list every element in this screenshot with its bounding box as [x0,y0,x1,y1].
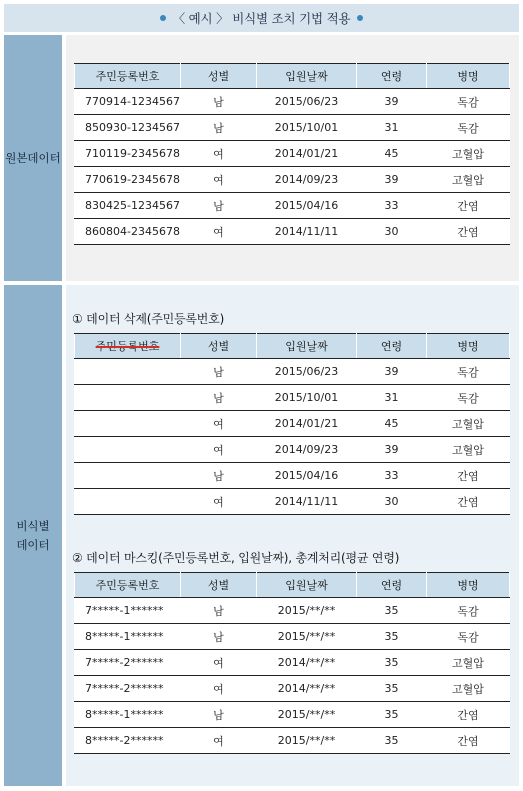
table-row [75,193,510,219]
table-cell: 여 [181,676,257,702]
table-cell: 830425-1234567 [75,193,181,219]
table-cell: 여 [181,489,257,515]
table-cell: 35 [357,598,427,624]
table-cell: 고혈압 [427,167,510,193]
table-cell: 독감 [427,89,510,115]
table-cell: 2015/**/** [257,702,357,728]
table-cell: 여 [181,650,257,676]
table-cell: 2015/06/23 [257,359,357,385]
table-header-row [75,334,510,359]
table-cell: 간염 [427,728,510,754]
table-cell: 2014/**/** [257,650,357,676]
table-cell: 2015/**/** [257,598,357,624]
table-cell: 39 [357,437,427,463]
column-header: 입원날짜 [257,64,357,89]
table-header-row [75,573,510,598]
table-cell: 7*****-2****** [75,676,181,702]
table-row [75,385,510,411]
table-row [75,115,510,141]
table-cell: 2014/01/21 [257,141,357,167]
table-cell: 8*****-2****** [75,728,181,754]
table-cell: 39 [357,359,427,385]
table-cell [75,411,181,437]
table-cell [75,489,181,515]
table-row [75,463,510,489]
table-row [75,167,510,193]
table-cell: 2014/09/23 [257,167,357,193]
table-row [75,437,510,463]
column-header: 성별 [181,334,257,359]
table-cell: 고혈압 [427,437,510,463]
table-cell: 독감 [427,598,510,624]
table-cell: 2015/06/23 [257,89,357,115]
table-row [75,650,510,676]
table-cell: 남 [181,463,257,489]
table-row [75,624,510,650]
table-cell: 남 [181,89,257,115]
table-cell: 7*****-2****** [75,650,181,676]
table-cell: 30 [357,489,427,515]
table-cell: 2014/11/11 [257,219,357,245]
table-row [75,219,510,245]
table-cell: 고혈압 [427,141,510,167]
table-cell: 45 [357,411,427,437]
table-row [75,598,510,624]
table-cell: 31 [357,385,427,411]
table-cell: 간염 [427,702,510,728]
table-cell: 남 [181,359,257,385]
column-header: 주민등록번호 [75,64,181,89]
table-cell: 독감 [427,115,510,141]
deletion-table [74,333,510,515]
column-header: 성별 [181,573,257,598]
column-header: 병명 [427,573,510,598]
table-cell: 여 [181,728,257,754]
figure-header [4,4,519,32]
figure-title: 〈 예시 〉 비식별 조치 기법 적용 [172,11,351,26]
table-cell: 남 [181,624,257,650]
table-row [75,676,510,702]
table-cell: 2015/04/16 [257,193,357,219]
table-cell: 남 [181,702,257,728]
column-header: 병명 [427,64,510,89]
original-data-table [74,63,510,245]
table-cell: 39 [357,167,427,193]
table-cell: 35 [357,650,427,676]
table-cell: 31 [357,115,427,141]
column-header: 연령 [357,64,427,89]
table-cell: 35 [357,702,427,728]
table-cell: 남 [181,598,257,624]
table-row [75,141,510,167]
table-cell: 간염 [427,489,510,515]
column-header: 연령 [357,334,427,359]
table-cell: 7*****-1****** [75,598,181,624]
table-cell: 710119-2345678 [75,141,181,167]
table-cell: 여 [181,219,257,245]
table-cell: 8*****-1****** [75,624,181,650]
table-row [75,359,510,385]
section1-title: ① 데이터 삭제(주민등록번호) [72,312,225,326]
table-row [75,411,510,437]
table-cell [75,359,181,385]
column-header: 입원날짜 [257,334,357,359]
table-cell: 2015/04/16 [257,463,357,489]
table-cell [75,463,181,489]
table-cell: 간염 [427,193,510,219]
column-header: 주민등록번호 [75,573,181,598]
table-row [75,728,510,754]
deidentified-data-label: 비식별 데이터 [4,285,62,786]
table-cell: 770914-1234567 [75,89,181,115]
table-cell: 2015/10/01 [257,385,357,411]
bullet-dot-icon [160,15,166,21]
table-cell: 39 [357,89,427,115]
table-cell: 남 [181,385,257,411]
table-cell: 간염 [427,463,510,489]
table-cell: 2014/09/23 [257,437,357,463]
section2-title: ② 데이터 마스킹(주민등록번호, 입원날짜), 총계처리(평균 연령) [72,551,400,565]
table-cell: 고혈압 [427,676,510,702]
table-cell: 2014/01/21 [257,411,357,437]
table-cell: 간염 [427,219,510,245]
bullet-dot-icon [357,15,363,21]
table-cell: 770619-2345678 [75,167,181,193]
column-header: 병명 [427,334,510,359]
table-cell: 35 [357,676,427,702]
table-cell: 여 [181,437,257,463]
table-cell: 2015/**/** [257,728,357,754]
table-cell: 850930-1234567 [75,115,181,141]
column-header: 입원날짜 [257,573,357,598]
column-header: 성별 [181,64,257,89]
column-header-deleted: 주민등록번호 [75,334,181,359]
table-cell: 2014/**/** [257,676,357,702]
table-cell: 2014/11/11 [257,489,357,515]
table-row [75,489,510,515]
table-cell: 여 [181,167,257,193]
table-cell: 독감 [427,359,510,385]
table-cell: 35 [357,728,427,754]
table-cell: 여 [181,141,257,167]
table-header-row [75,64,510,89]
table-cell: 여 [181,411,257,437]
table-cell: 고혈압 [427,650,510,676]
table-cell [75,437,181,463]
table-cell: 남 [181,115,257,141]
table-cell: 35 [357,624,427,650]
table-cell: 독감 [427,385,510,411]
table-cell: 고혈압 [427,411,510,437]
table-cell: 2015/**/** [257,624,357,650]
column-header: 연령 [357,573,427,598]
table-cell: 33 [357,463,427,489]
table-cell: 860804-2345678 [75,219,181,245]
table-cell: 2015/10/01 [257,115,357,141]
masking-table [74,572,510,754]
table-cell: 남 [181,193,257,219]
table-row [75,89,510,115]
table-cell: 독감 [427,624,510,650]
table-row [75,702,510,728]
table-cell: 33 [357,193,427,219]
table-cell: 8*****-1****** [75,702,181,728]
original-data-label: 원본데이터 [4,35,62,281]
table-cell: 45 [357,141,427,167]
table-cell: 30 [357,219,427,245]
table-cell [75,385,181,411]
